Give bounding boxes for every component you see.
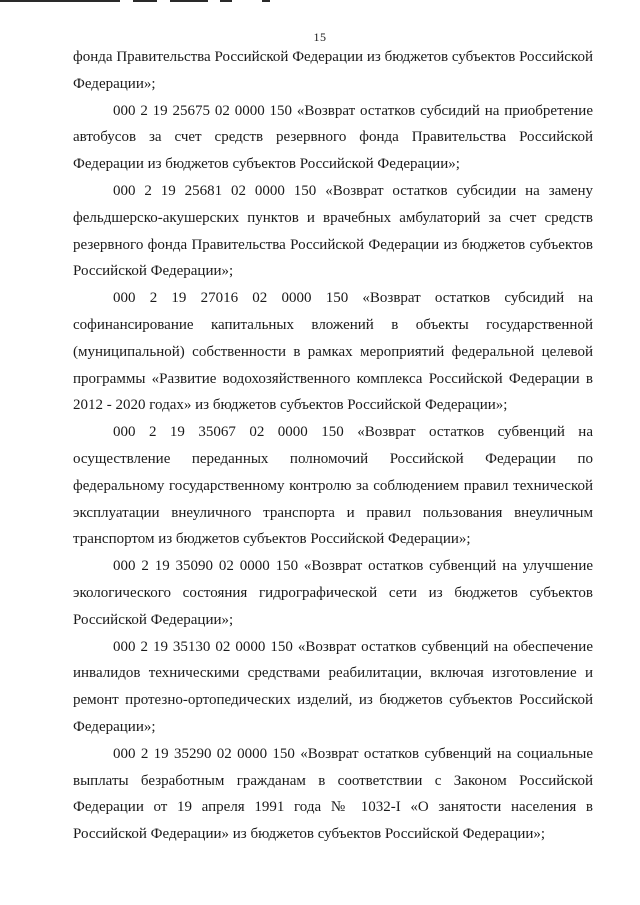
paragraph: 000 2 19 27016 02 0000 150 «Возврат остатков субсидий на софинансирование капитальных вложений в объекты государственной (муниципальной) собственности в рамках мероприятий федеральной целевой программы «Развитие водохозяйственного комплекса Российской Федерации в 2012 - 2020 годах» из бюджетов субъектов Российской Федерации»; — [73, 290, 593, 414]
paragraph: 000 2 19 35290 02 0000 150 «Возврат остатков субвенций на социальные выплаты безработным гражданам в соответствии с Законом Российской Федерации от 19 апреля 1991 года № 1032-I «О занятости населения в Российской Федерации» из бюджетов субъектов Российской Федерации»; — [73, 745, 593, 843]
paragraph: 000 2 19 35130 02 0000 150 «Возврат остатков субвенций на обеспечение инвалидов техническими средствами реабилитации, включая изготовление и ремонт протезно-ортопедических изделий, из бюджетов субъектов Российской Федерации»; — [73, 638, 593, 735]
paragraph: 000 2 19 25675 02 0000 150 «Возврат остатков субсидий на приобретение автобусов за счет средств резервного фонда Правительства Российской Федерации из бюджетов субъектов Российской Федерации»; — [73, 102, 593, 173]
paragraph: 000 2 19 35067 02 0000 150 «Возврат остатков субвенций на осуществление переданных полномочий Российской Федерации по федеральному государственному контролю за соблюдением правил технической эксплуатации внеуличного транспорта и правил пользования внеуличным транспортом из бюджетов субъектов Российской Федерации»; — [73, 424, 593, 548]
scan-mark — [0, 0, 120, 2]
scan-mark — [220, 0, 232, 2]
paragraph: фонда Правительства Российской Федерации из бюджетов субъектов Российской Федерации»; — [73, 49, 593, 92]
scan-edge-marks — [0, 0, 640, 6]
document-body — [73, 44, 593, 848]
scan-mark — [133, 0, 157, 2]
paragraph: 000 2 19 35090 02 0000 150 «Возврат остатков субвенций на улучшение экологического состояния гидрографической сети из бюджетов субъектов Российской Федерации»; — [73, 558, 593, 628]
page-number: 15 — [313, 30, 327, 44]
scan-mark — [170, 0, 208, 2]
paragraph: 000 2 19 25681 02 0000 150 «Возврат остатков субсидии на замену фельдшерско-акушерских пунктов и врачебных амбулаторий за счет средств резервного фонда Правительства Российской Федерации из бюджетов субъектов Российской Федерации»; — [73, 182, 593, 280]
scan-mark — [262, 0, 270, 2]
